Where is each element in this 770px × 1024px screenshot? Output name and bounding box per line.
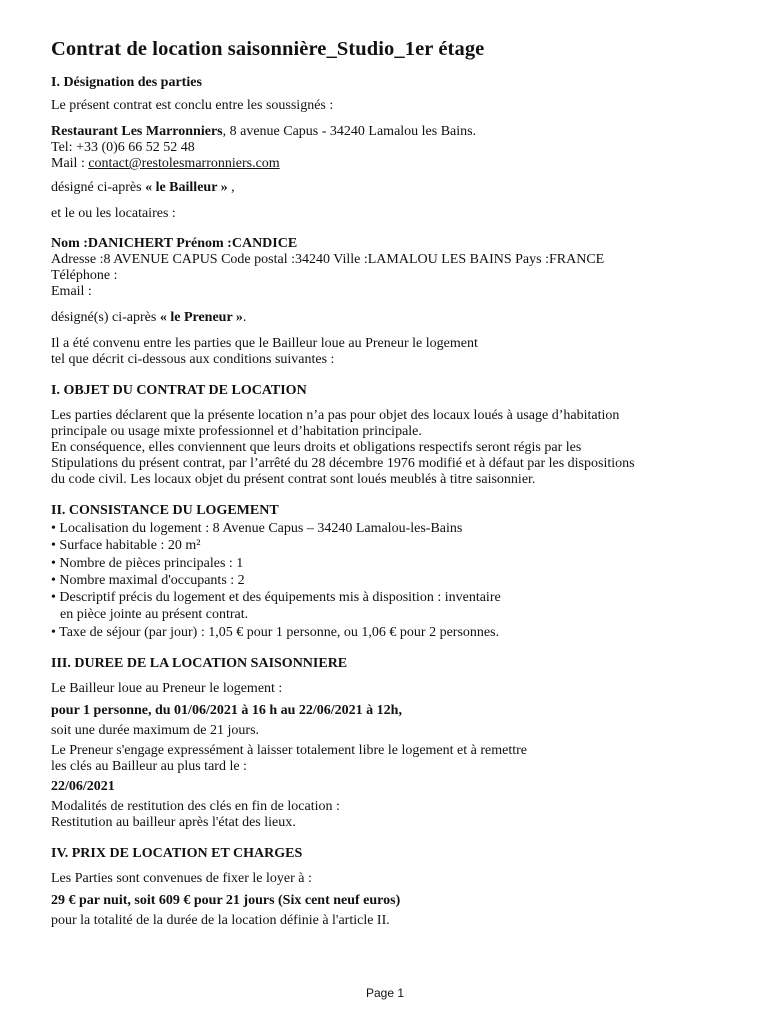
section-heading-consistance: II. CONSISTANCE DU LOGEMENT xyxy=(51,503,279,518)
duree-duration: soit une durée maximum de 21 jours. xyxy=(51,723,260,739)
duree-modalites: Modalités de restitution des clés en fin de location : Restitution au bailleur après l'état des lieux. xyxy=(51,799,340,831)
lessor-tel: Tel: +33 (0)6 66 52 52 48 xyxy=(51,140,195,155)
list-item-continuation: en pièce jointe au présent contrat. xyxy=(60,607,249,623)
duree-intro: Le Bailleur loue au Preneur le logement : xyxy=(51,681,283,697)
list-item: • Nombre de pièces principales : 1 xyxy=(51,555,244,571)
page-number: Page 1 xyxy=(365,986,405,1000)
preneur-label: « le Preneur » xyxy=(159,310,243,325)
duree-period: pour 1 personne, du 01/06/2021 à 16 h au 22/06/2021 à 12h, xyxy=(51,703,402,719)
section-duree xyxy=(51,655,731,831)
section-heading-objet: I. OBJET DU CONTRAT DE LOCATION xyxy=(51,383,307,398)
duree-engagement: Le Preneur s'engage expressément à laisser totalement libre le logement et à remettre les clés au Bailleur au plus tard le : xyxy=(51,743,527,775)
list-item: • Surface habitable : 20 m² xyxy=(51,538,201,554)
lessor-mail-link[interactable]: contact@restolesmarronniers.com xyxy=(88,156,280,171)
document-page xyxy=(51,36,731,929)
bailleur-label: « le Bailleur » xyxy=(145,180,228,195)
designe-preneur-line: désigné(s) ci-après « le Preneur ». xyxy=(51,310,247,325)
tenant-email: Email : xyxy=(51,284,92,299)
lessor-name: Restaurant Les Marronniers xyxy=(51,124,223,139)
tenant-block xyxy=(51,236,731,300)
list-item: • Localisation du logement : 8 Avenue Capus – 34240 Lamalou-les-Bains xyxy=(51,521,463,536)
objet-paragraph: Les parties déclarent que la présente location n’a pas pour objet des locaux loués à usage d’habitation principale ou usage mixte professionnel et d’habitation principale. En conséquence, elles conviennent que leurs droits et obligations respectifs seront régis par les Stipulations du présent contrat, par l’arrêté du 28 décembre 1976 modifié et à défaut par les dispositions du code civil. Les locaux objet du présent contrat sont loués meublés à titre saisonnier. xyxy=(51,408,635,487)
lessor-mail-label: Mail : xyxy=(51,156,89,171)
section-objet xyxy=(51,382,731,488)
prix-intro: Les Parties sont convenues de fixer le loyer à : xyxy=(51,871,312,887)
document-title: Contrat de location saisonnière_Studio_1er étage xyxy=(51,38,485,60)
tenant-name: Nom :DANICHERT Prénom :CANDICE xyxy=(51,236,298,251)
designe-bailleur-line: désigné ci-après « le Bailleur » , xyxy=(51,180,235,195)
tenants-intro: et le ou les locataires : xyxy=(51,206,176,221)
section-heading-parties: I. Désignation des parties xyxy=(51,75,202,90)
prix-scope: pour la totalité de la durée de la location définie à l'article II. xyxy=(51,913,390,929)
prix-amount: 29 € par nuit, soit 609 € pour 21 jours (Six cent neuf euros) xyxy=(51,893,401,909)
list-item: • Taxe de séjour (par jour) : 1,05 € pour 1 personne, ou 1,06 € pour 2 personnes. xyxy=(51,624,500,640)
list-item: • Nombre maximal d'occupants : 2 xyxy=(51,572,245,588)
section-heading-prix: IV. PRIX DE LOCATION ET CHARGES xyxy=(51,846,303,862)
agreement-paragraph: Il a été convenu entre les parties que le Bailleur loue au Preneur le logement tel que décrit ci-dessous aux conditions suivantes : xyxy=(51,336,478,367)
consistance-list xyxy=(51,520,731,641)
section-consistance xyxy=(51,502,731,641)
section-heading-duree: III. DUREE DE LA LOCATION SAISONNIERE xyxy=(51,656,348,672)
lessor-address: , 8 avenue Capus - 34240 Lamalou les Bains. xyxy=(222,124,477,139)
tenant-address: Adresse :8 AVENUE CAPUS Code postal :34240 Ville :LAMALOU LES BAINS Pays :FRANCE xyxy=(51,252,605,267)
tenant-phone: Téléphone : xyxy=(51,268,118,283)
parties-intro: Le présent contrat est conclu entre les soussignés : xyxy=(51,98,334,113)
section-prix xyxy=(51,845,731,929)
lessor-block xyxy=(51,124,731,172)
list-item: • Descriptif précis du logement et des équipements mis à disposition : inventaire xyxy=(51,590,501,606)
section-parties xyxy=(51,74,731,368)
duree-end-date: 22/06/2021 xyxy=(51,779,115,795)
